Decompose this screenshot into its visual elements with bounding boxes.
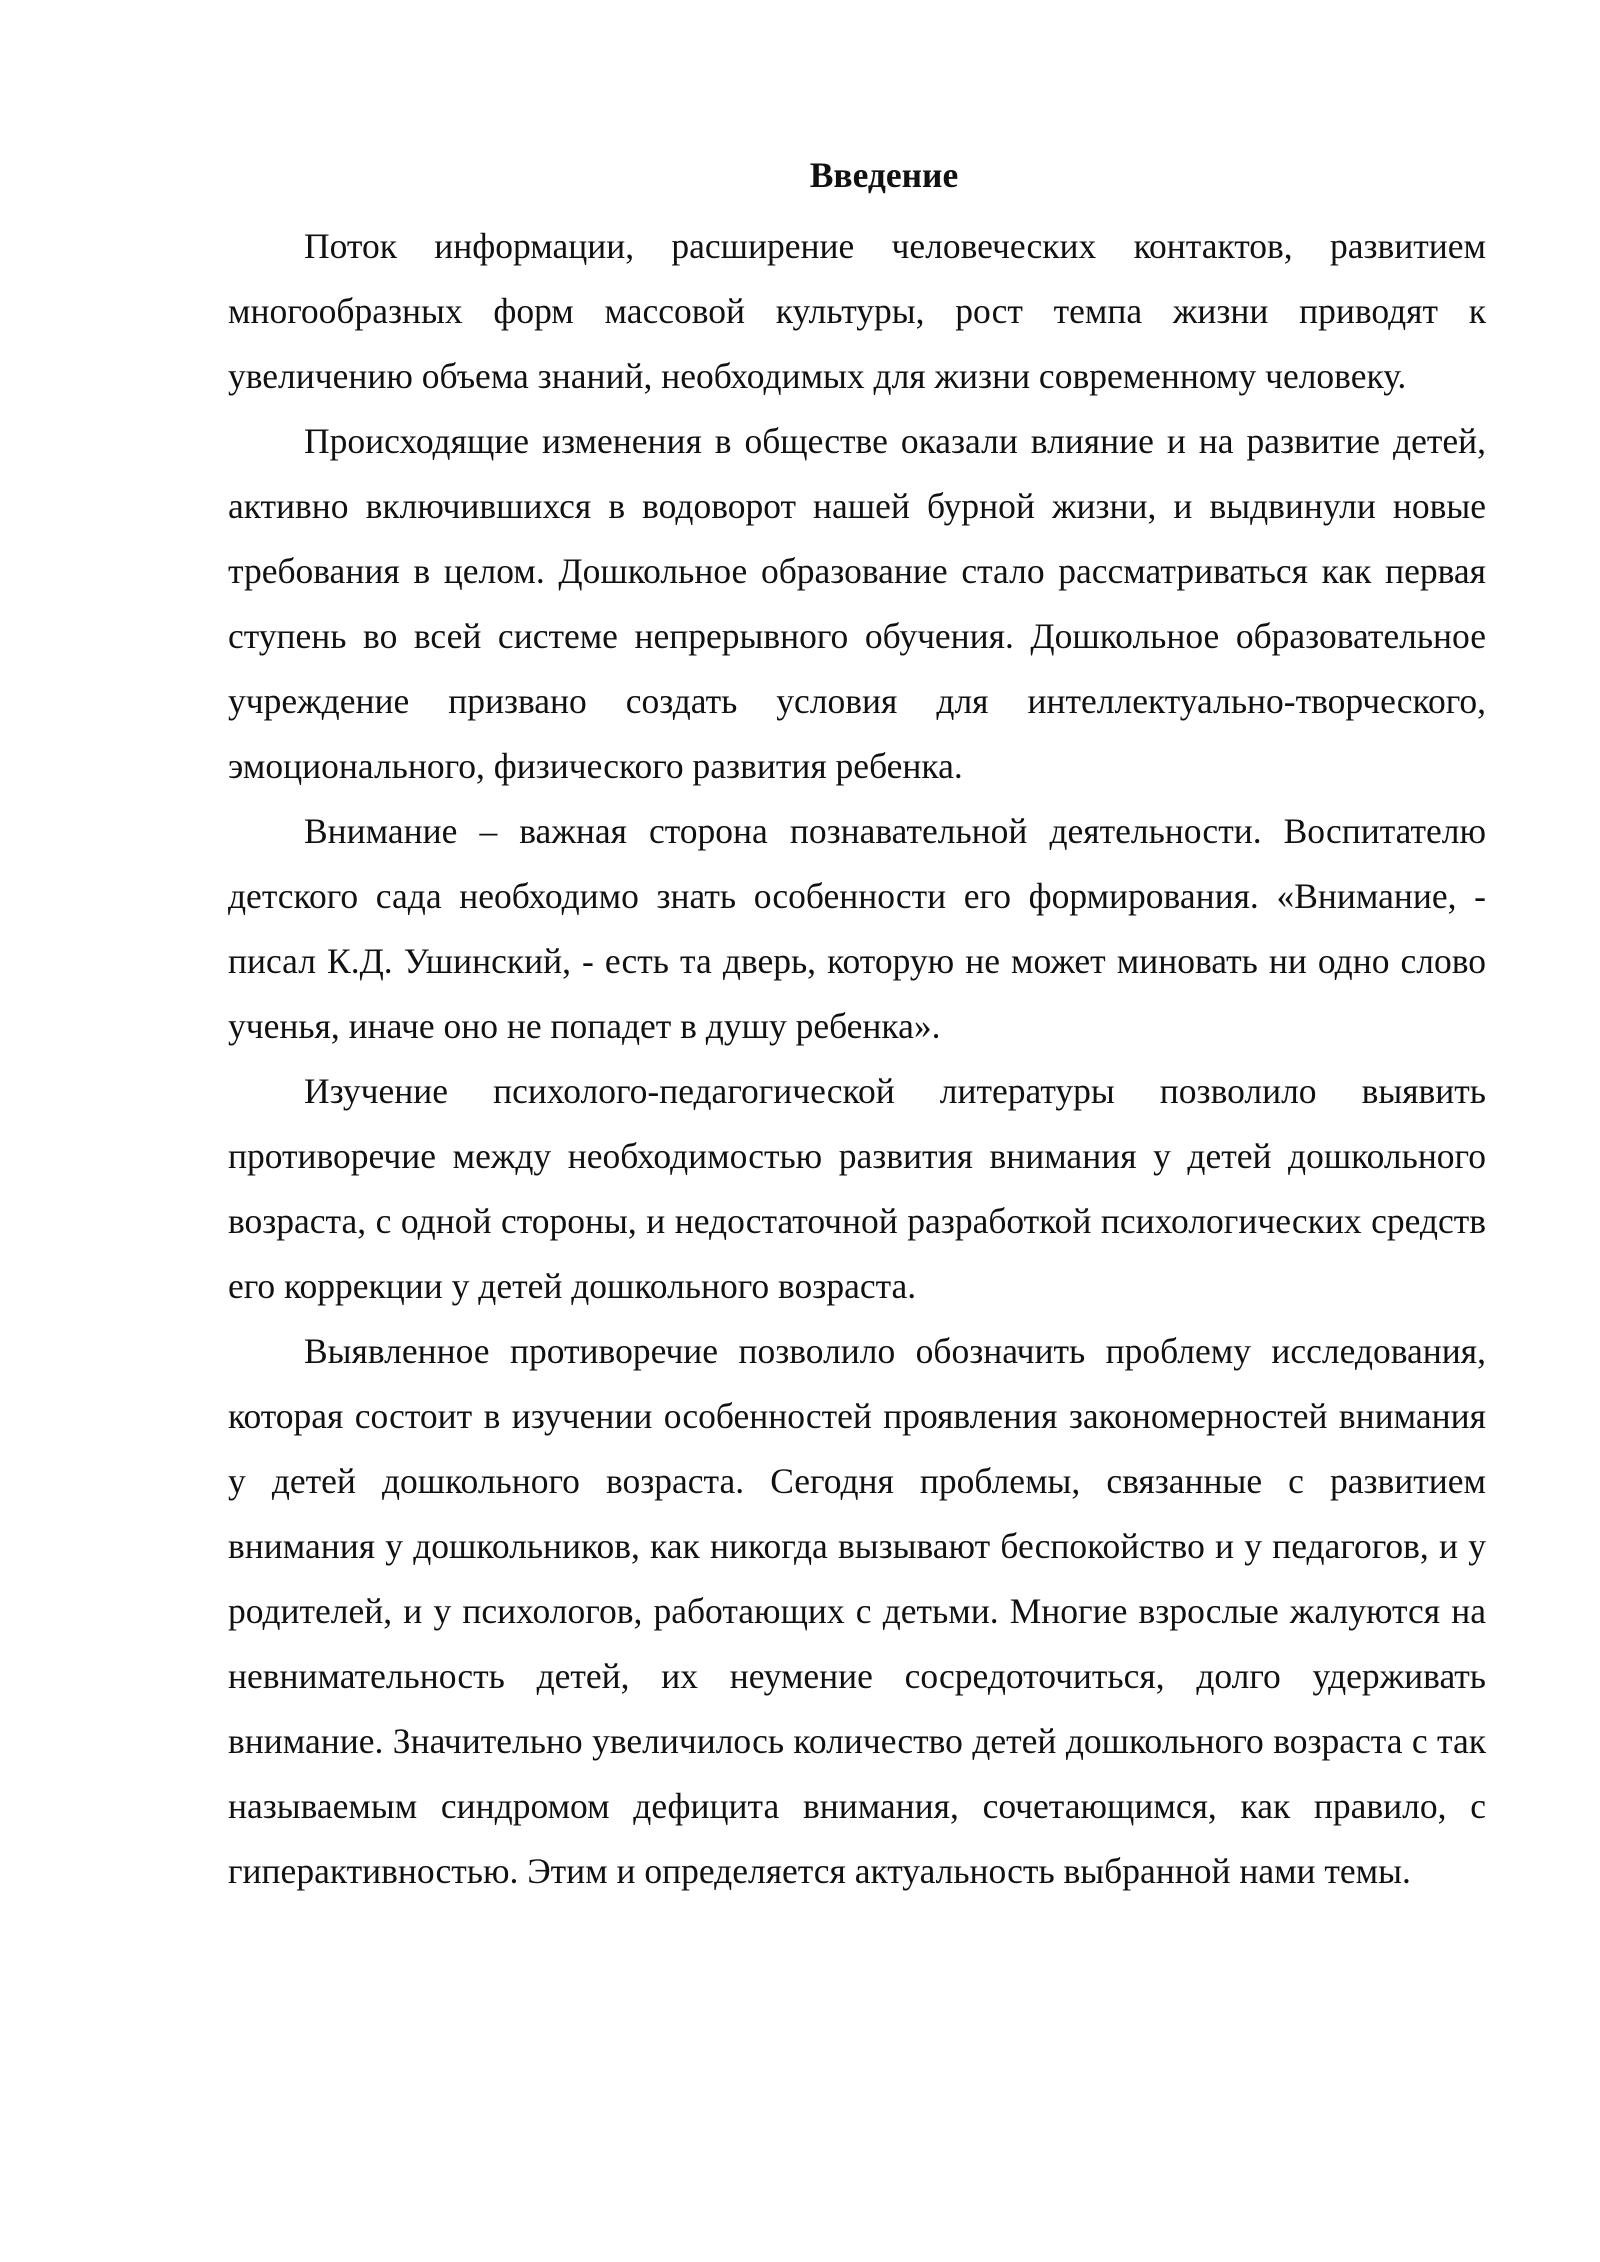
- paragraph-4: Изучение психолого-педагогической литературы позволило выявить противоречие между необходимостью развития внимания у детей дошкольного возраста, с одной стороны, и недостаточной разработкой психологических средств его коррекции у детей дошкольного возраста.: [228, 1071, 1486, 1306]
- document-page: [228, 150, 1486, 1904]
- paragraph-2: Происходящие изменения в обществе оказали влияние и на развитие детей, активно включившихся в водоворот нашей бурной жизни, и выдвинули новые требования в целом. Дошкольное образование стало рассматриваться как первая ступень во всей системе непрерывного обучения. Дошкольное образовательное учреждение призвано создать условия для интеллектуально-творческого, эмоционального, физического развития ребенка.: [228, 421, 1486, 786]
- paragraph-3: Внимание – важная сторона познавательной деятельности. Воспитателю детского сада необходимо знать особенности его формирования. «Внимание, - писал К.Д. Ушинский, - есть та дверь, которую не может миновать ни одно слово ученья, иначе оно не попадет в душу ребенка».: [228, 811, 1486, 1046]
- document-title: Введение: [809, 155, 959, 195]
- paragraph-5: Выявленное противоречие позволило обозначить проблему исследования, которая состоит в изучении особенностей проявления закономерностей внимания у детей дошкольного возраста. Сегодня проблемы, связанные с развитием внимания у дошкольников, как никогда вызывают беспокойство и у педагогов, и у родителей, и у психологов, работающих с детьми. Многие взрослые жалуются на невнимательность детей, их неумение сосредоточиться, долго удерживать внимание. Значительно увеличилось количество детей дошкольного возраста с так называемым синдромом дефицита внимания, сочетающимся, как правило, с гиперактивностью. Этим и определяется актуальность выбранной нами темы.: [228, 1331, 1486, 1891]
- paragraph-1: Поток информации, расширение человеческих контактов, развитием многообразных форм массовой культуры, рост темпа жизни приводят к увеличению объема знаний, необходимых для жизни современному человеку.: [228, 226, 1486, 396]
